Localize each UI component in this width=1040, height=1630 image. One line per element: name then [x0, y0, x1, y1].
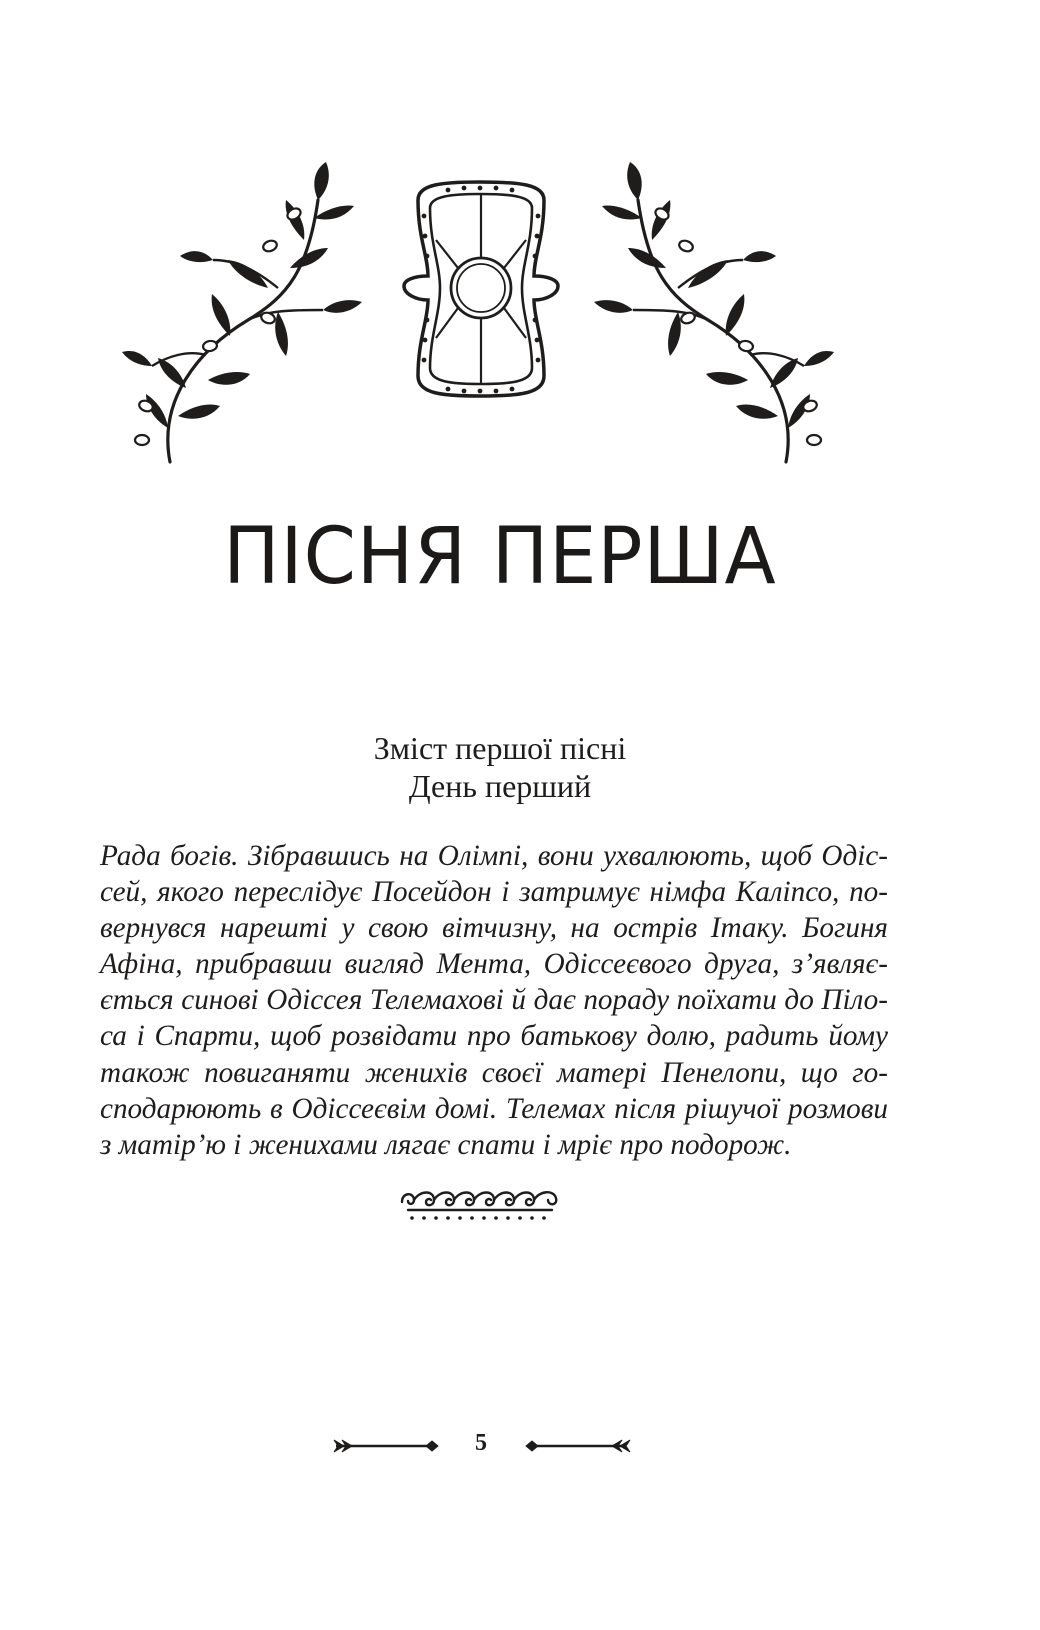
summary-line: ється синові Одіссея Телемахові й дає пораду поїхати до Піло- [100, 984, 888, 1017]
greek-shield-icon [404, 182, 558, 396]
chapter-day-heading: День перший [408, 768, 592, 804]
summary-line: з матір’ю і женихами лягає спати і мріє про подорож. [100, 1128, 792, 1161]
summary-line: Афіна, прибравши вигляд Мента, Одіссеєвого друга, з’являє- [100, 948, 888, 981]
olive-branch-left-icon [122, 162, 362, 462]
summary-line: вернувся нарешті у свою вітчизну, на острів Ітаку. Богиня [100, 912, 888, 945]
page-number: 5 [475, 1430, 487, 1456]
top-ornament [118, 160, 838, 480]
chapter-summary [100, 838, 888, 1163]
summary-line: сей, якого переслідує Посейдон і затримує німфа Каліпсо, по- [100, 876, 888, 909]
olive-branch-right-icon [594, 162, 834, 462]
chapter-title: ПІСНЯ ПЕРША [223, 512, 777, 602]
chapter-contents-heading: Зміст першої пісні [373, 730, 627, 766]
meander-wave-ornament-icon [398, 1186, 562, 1222]
summary-line: сподарюють в Одіссеєвім домі. Телемах після рішучої розмови [100, 1092, 888, 1125]
summary-line: Рада богів. Зібравшись на Олімпі, вони ухвалюють, щоб Одіс- [100, 840, 888, 872]
summary-line: са і Спарти, щоб розвідати про батькову долю, радить йому [100, 1020, 888, 1053]
summary-line: також повиганяти женихів своєї матері Пенелопи, що го- [100, 1056, 888, 1089]
